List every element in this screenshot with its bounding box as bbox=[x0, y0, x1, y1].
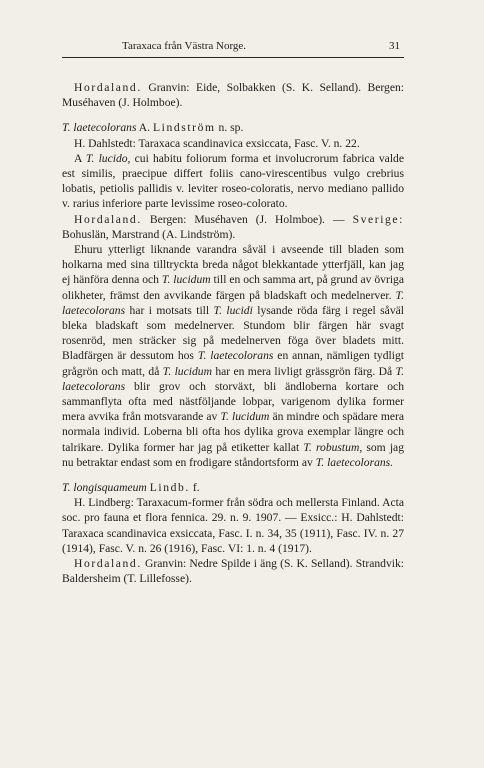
spaced-term: Hordaland. bbox=[74, 212, 142, 226]
spaced-term: Lindström bbox=[152, 121, 216, 135]
paragraph-p1 bbox=[62, 80, 404, 110]
taxon-name: T. lucidum bbox=[220, 410, 270, 424]
spaced-term: Lindb. bbox=[149, 481, 190, 495]
header-rule bbox=[62, 57, 404, 58]
paragraph-p9 bbox=[62, 556, 404, 586]
text-run: en annan, nämligen tydligt grågrön och matt, då bbox=[62, 349, 404, 378]
text-run: till en och samma art, på grund av övriga olikheter, främst den avvikande färgen på bladskaft och medelnerver. bbox=[62, 273, 404, 302]
text-run: A. bbox=[136, 121, 153, 135]
body-text bbox=[62, 80, 404, 587]
text-run: H. Dahlstedt: Taraxaca scandinavica exsiccata, Fasc. V. n. 22. bbox=[74, 136, 360, 150]
text-run: som jag nu betraktar endast som en frodigare ståndortsform av bbox=[62, 440, 404, 469]
taxon-name: T. laetecolorans bbox=[197, 349, 274, 363]
text-run: blir grov och storväxt, bli ändloberna kortare och sammanflyta ofta med nästföljande lobpar, varigenom dylika former mera avvika från motsvarande av bbox=[62, 379, 404, 424]
taxon-name: T. lucidum bbox=[161, 273, 211, 287]
taxon-name: T. laetecolorans bbox=[62, 288, 404, 317]
spaced-term: Sverige: bbox=[352, 212, 404, 226]
text-run: har en mera livligt grässgrön färg. Då bbox=[211, 364, 396, 378]
paragraph-p3 bbox=[62, 136, 404, 151]
text-run: än mindre och spädare mera normala individ. Loberna bli ofta hos dylika grova exemplar längre och talrikare. Dylika former har jag på etiketter kallat bbox=[62, 410, 404, 454]
spaced-term: Hordaland. bbox=[74, 81, 142, 94]
taxon-name: T. lucido, bbox=[85, 151, 131, 165]
paragraph-p6 bbox=[62, 242, 404, 470]
paragraph-p7 bbox=[62, 480, 404, 495]
text-run: lysande röda färg i regel såväl bleka bladskaft som medelnerver. Stundom blir färgen här svagt rosenröd, men sträcker sig på medelnerven föga över bladets mitt. Bladfärgen är dessutom hos bbox=[62, 303, 404, 363]
taxon-name: T. lucidum bbox=[162, 364, 212, 378]
text-run: Ehuru ytterligt liknande varandra såväl i avseende till bladen som holkarna med sina tilltryckta breda något blekkantade ytterfjäll, kan jag ej hänföra denna och bbox=[62, 243, 404, 287]
spaced-term: Hordaland. bbox=[74, 557, 142, 571]
taxon-name: T. longisquameum bbox=[62, 481, 147, 495]
taxon-name: T. lucidi bbox=[213, 303, 253, 317]
text-run: Granvin: Eide, Solbakken (S. K. Selland). Bergen: Muséhaven (J. Holmboe). bbox=[62, 81, 404, 110]
paragraph-p5 bbox=[62, 212, 404, 242]
taxon-name: T. laetecolorans bbox=[62, 364, 404, 393]
text-run: Bohuslän, Marstrand (A. Lindström). bbox=[62, 227, 236, 241]
text-run: H. Lindberg: Taraxacum-former från södra och mellersta Finland. Acta soc. pro fauna et flora fennica. 29. n. 9. 1907. — Exsicc.: H. Dahlstedt: Taraxaca scandinavica exsiccata, Fasc. I. n. 34, 35 (1911), Fasc. IV. n. 27 (1914), Fasc. V. n. 26 (1916), Fasc. VI: 1. n. 4 (1917). bbox=[62, 496, 404, 555]
text-run: A bbox=[74, 151, 86, 165]
running-title: Taraxaca från Västra Norge. bbox=[122, 40, 247, 52]
text-run: f. bbox=[189, 481, 200, 495]
page-number: 31 bbox=[389, 40, 400, 52]
text-run: Granvin: Nedre Spilde i äng (S. K. Selland). Strandvik: Baldersheim (T. Lillefosse). bbox=[62, 557, 404, 586]
paragraph-p4 bbox=[62, 151, 404, 212]
taxon-name: T. laetecolorans bbox=[62, 121, 137, 135]
text-run: har i motsats till bbox=[125, 303, 214, 317]
text-run: n. sp. bbox=[215, 121, 244, 135]
paragraph-p8 bbox=[62, 495, 404, 556]
text-run: cui habitu foliorum forma et involucrorum fabrica valde est similis, praecipue differt foliis cano-virescentibus vulgo crebrius lobatis, petiolis pallidis v. leviter roseo-coloratis, nervo mediano pallido v. rarius inferiore parte levissime roseo-colorato. bbox=[62, 151, 404, 211]
taxon-name: T. laetecolorans. bbox=[315, 455, 394, 469]
running-header bbox=[62, 40, 404, 60]
paragraph-p2 bbox=[62, 120, 404, 135]
text-run: Bergen: Muséhaven (J. Holmboe). — bbox=[141, 212, 353, 226]
taxon-name: T. robustum, bbox=[303, 440, 363, 454]
